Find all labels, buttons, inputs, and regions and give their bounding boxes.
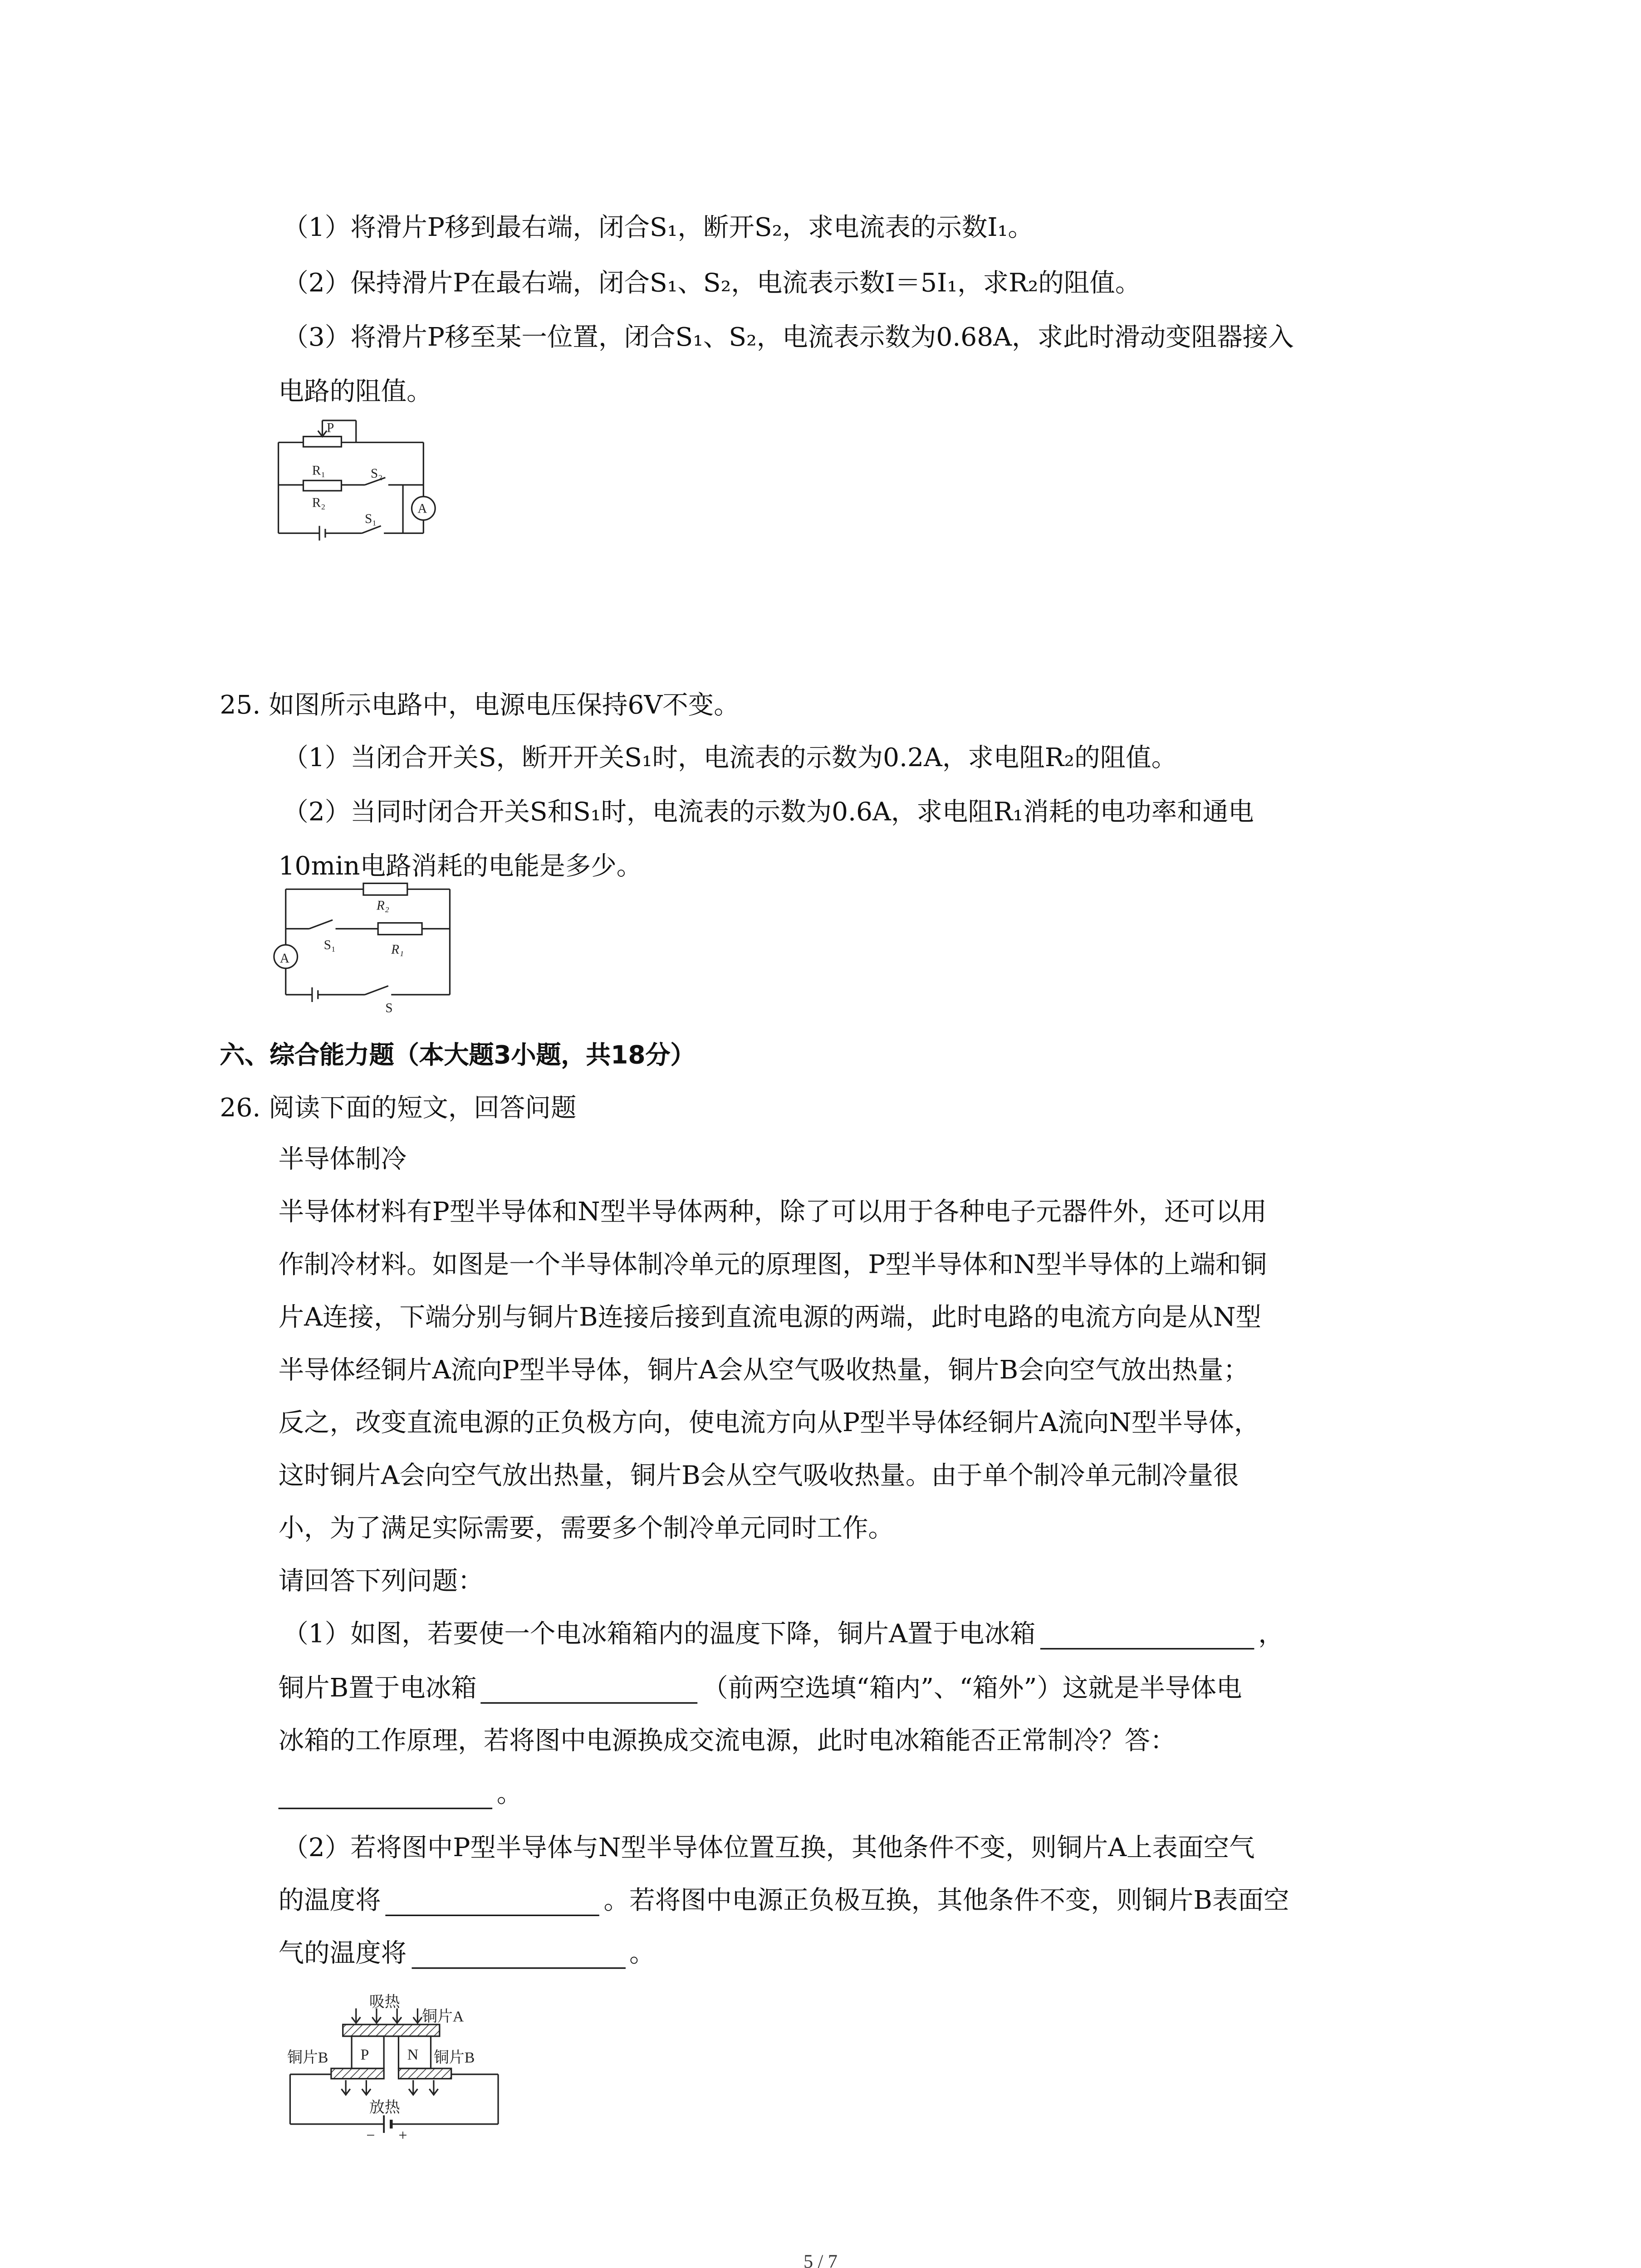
label-r1: R₁ xyxy=(312,463,326,478)
punct: 。 xyxy=(496,1779,523,1809)
label-copper-b-left: 铜片B xyxy=(287,2049,328,2067)
q26-part1-line2 xyxy=(279,1670,1242,1708)
resistor-r2-symbol xyxy=(363,883,407,895)
q26-part1-line3: 冰箱的工作原理，若将图中电源换成交流电源，此时电冰箱能否正常制冷？答： xyxy=(278,1727,1176,1757)
q24-part3-line1: （3）将滑片P移至某一位置，闭合S₁、S₂，电流表示数为0.68A，求此时滑动变阻器接入 xyxy=(283,323,1294,353)
switch-s-symbol xyxy=(365,986,388,994)
answer-blank-2[interactable] xyxy=(481,1673,698,1704)
section-6-title: 六、综合能力题（本大题3小题，共18分） xyxy=(220,1041,696,1071)
punct: 。 xyxy=(629,1939,655,1969)
q25-part2-line2: 10min电路消耗的电能是多少。 xyxy=(278,852,642,882)
q26-part2-text: 。若将图中电源正负极互换，其他条件不变，则铜片B表面空 xyxy=(603,1887,1289,1916)
q26-para-line: 半导体经铜片A流向P型半导体，铜片A会从空气吸收热量，铜片B会向空气放出热量； xyxy=(278,1356,1249,1386)
label-s2: S₂ xyxy=(371,466,383,481)
label-copper-b-right: 铜片B xyxy=(433,2049,475,2067)
q24-circuit-diagram xyxy=(271,416,439,542)
q24-part2: （2）保持滑片P在最右端，闭合S₁、S₂，电流表示数I＝5I₁，求R₂的阻值。 xyxy=(283,269,1141,299)
label-s: S xyxy=(385,1001,393,1016)
label-r2: R₂ xyxy=(376,898,389,913)
label-s1: S₁ xyxy=(323,938,336,953)
answer-blank-4[interactable] xyxy=(385,1885,599,1916)
q26-para-line: 半导体材料有P型半导体和N型半导体两种，除了可以用于各种电子元器件外，还可以用 xyxy=(278,1198,1267,1228)
q26-part1-text: （1）如图，若要使一个电冰箱箱内的温度下降，铜片A置于电冰箱 xyxy=(283,1620,1036,1650)
q24-part1: （1）将滑片P移到最右端，闭合S₁，断开S₂，求电流表的示数I₁。 xyxy=(283,214,1034,244)
release-arrows xyxy=(341,2080,438,2095)
label-minus: − xyxy=(366,2127,375,2142)
q26-prompt: 请回答下列问题： xyxy=(278,1567,484,1597)
label-plus: + xyxy=(398,2127,407,2142)
switch-s1-symbol xyxy=(309,920,333,929)
label-r2: R₂ xyxy=(312,495,326,510)
label-ammeter: A xyxy=(417,501,427,516)
label-copper-a: 铜片A xyxy=(422,2008,464,2025)
q26-part2-line3 xyxy=(279,1935,655,1973)
q26-para-line: 片A连接，下端分别与铜片B连接后接到直流电源的两端，此时电路的电流方向是从N型 xyxy=(278,1304,1261,1333)
label-n: N xyxy=(407,2046,419,2063)
rheostat-symbol xyxy=(304,436,342,447)
resistor-r1-symbol xyxy=(304,480,342,491)
q26-part1-text: 铜片B置于电冰箱 xyxy=(278,1674,477,1704)
q26-para-line: 小，为了满足实际需要，需要多个制冷单元同时工作。 xyxy=(278,1515,894,1544)
label-p: P xyxy=(360,2046,369,2063)
q26-part2-line1: （2）若将图中P型半导体与N型半导体位置互换，其他条件不变，则铜片A上表面空气 xyxy=(283,1834,1255,1863)
label-s1: S₁ xyxy=(365,511,377,526)
q26-part2-line2 xyxy=(279,1882,1289,1921)
q25-part2-line1: （2）当同时闭合开关S和S₁时，电流表的示数为0.6A，求电阻R₁消耗的电功率和通电 xyxy=(283,798,1254,828)
q26-para-line: 反之，改变直流电源的正负极方向，使电流方向从P型半导体经铜片A流向N型半导体， xyxy=(278,1409,1260,1439)
q25-part1: （1）当闭合开关S，断开开关S₁时，电流表的示数为0.2A，求电阻R₂的阻值。 xyxy=(283,744,1177,774)
page-number: 5 / 7 xyxy=(803,2250,838,2268)
copper-plate-b-right xyxy=(398,2068,451,2079)
answer-blank-3[interactable] xyxy=(279,1779,493,1809)
label-r1: R₁ xyxy=(391,942,404,957)
q24-part3-line2: 电路的阻值。 xyxy=(278,378,432,407)
q25-stem: 25. 如图所示电路中，电源电压保持6V不变。 xyxy=(220,691,740,721)
q26-para-line: 作制冷材料。如图是一个半导体制冷单元的原理图，P型半导体和N型半导体的上端和铜 xyxy=(278,1251,1267,1281)
label-ammeter: A xyxy=(279,951,289,966)
q26-part1-line1 xyxy=(283,1616,1284,1654)
label-release-heat: 放热 xyxy=(369,2099,400,2116)
q26-part1-line4 xyxy=(279,1775,523,1813)
q26-article-title: 半导体制冷 xyxy=(278,1145,407,1175)
answer-blank-1[interactable] xyxy=(1040,1619,1254,1650)
q26-part2-text: 的温度将 xyxy=(278,1887,381,1916)
resistor-r1-symbol xyxy=(378,923,422,935)
q26-stem: 26. 阅读下面的短文，回答问题 xyxy=(220,1094,577,1124)
answer-blank-5[interactable] xyxy=(411,1938,625,1969)
absorb-arrows xyxy=(352,2009,422,2023)
punct: ， xyxy=(1258,1620,1284,1650)
switch-s1-symbol xyxy=(362,526,381,533)
semiconductor-cooling-diagram xyxy=(279,1992,513,2141)
copper-plate-b-left xyxy=(331,2068,384,2079)
label-p: P xyxy=(327,420,334,435)
q25-circuit-diagram xyxy=(268,880,459,1015)
label-absorb-heat: 吸热 xyxy=(369,1994,400,2011)
q26-part2-text: 气的温度将 xyxy=(278,1939,407,1969)
copper-plate-a xyxy=(343,2024,440,2036)
q26-part1-text: （前两空选填“箱内”、“箱外”）这就是半导体电 xyxy=(702,1674,1242,1704)
q26-para-line: 这时铜片A会向空气放出热量，铜片B会从空气吸收热量。由于单个制冷单元制冷量很 xyxy=(278,1462,1239,1491)
